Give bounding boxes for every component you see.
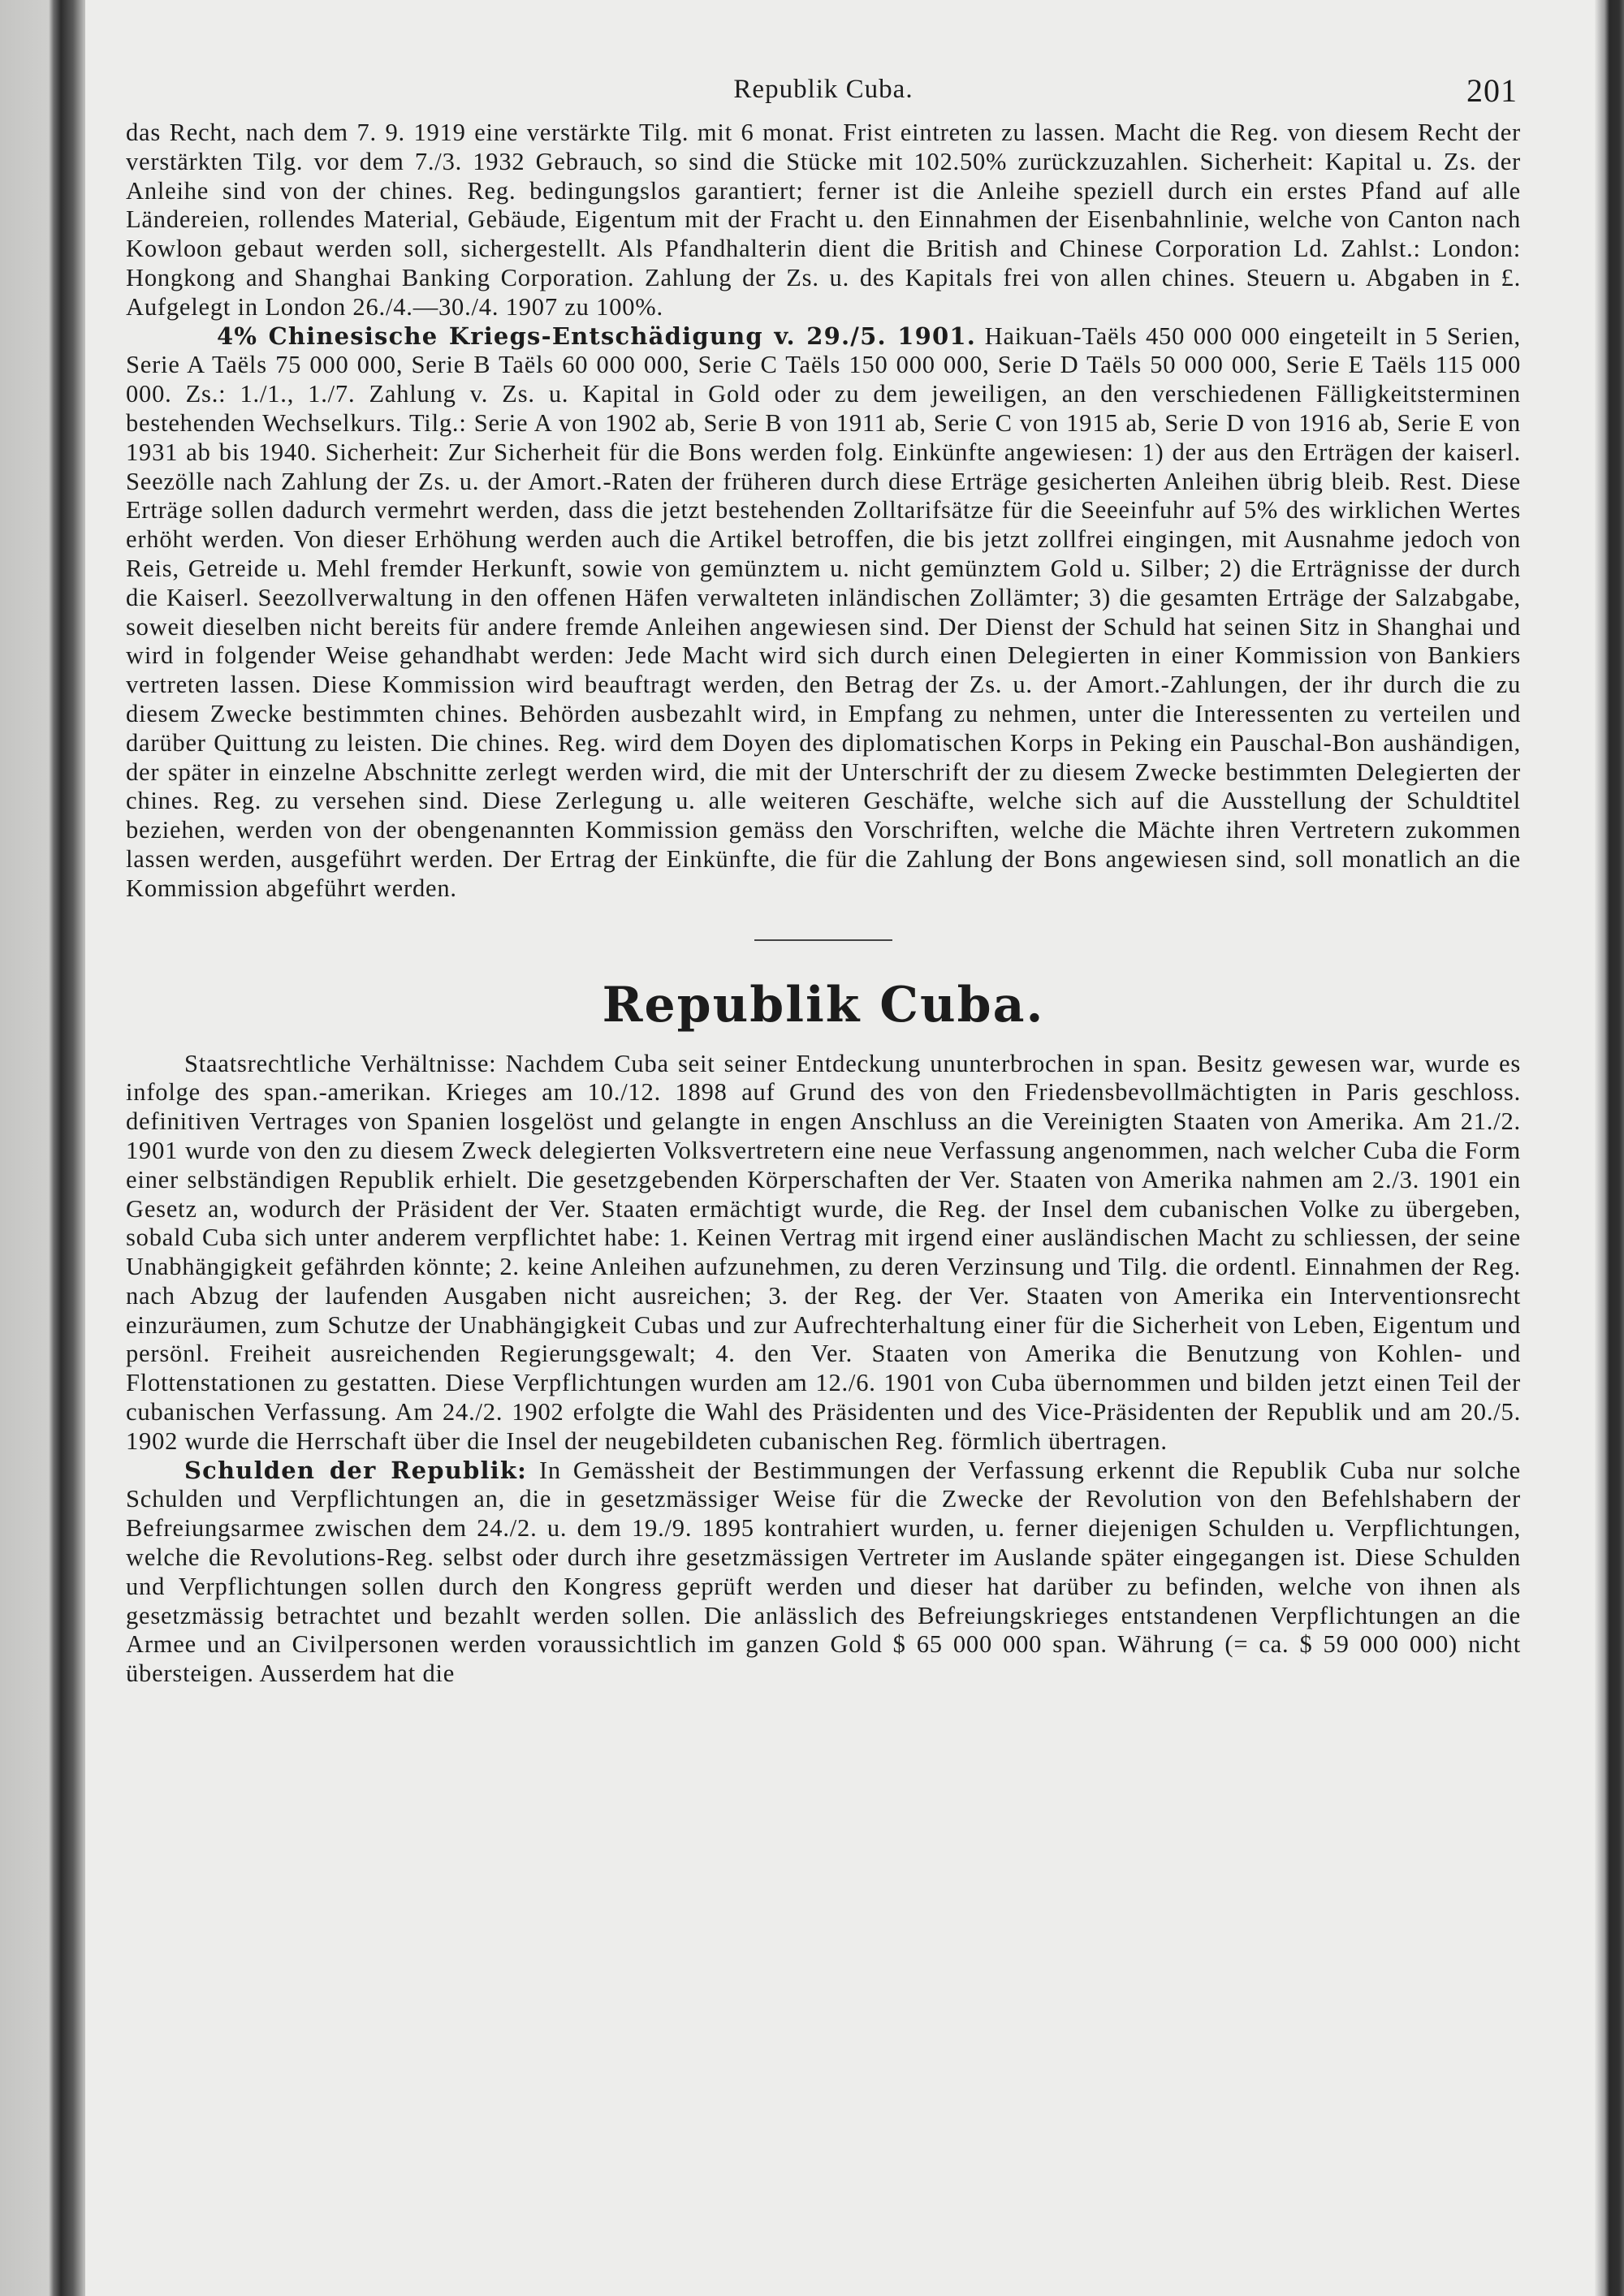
public-debt-heading: Schulden der Republik: — [184, 1456, 528, 1484]
constitutional-status-paragraph: Staatsrechtliche Verhältnisse: Nachdem Cuba seit seiner Entdeckung ununterbrochen in span. Besitz gewesen war, wurde es infolge des span.-amerikan. Krieges am 10./12. 1898 auf Grund des von den Friedensbevollmächtigten in Paris geschloss. definitiven Vertrages von Spanien losgelöst und gelangte in engen Anschluss an die Vereinigten Staaten von Amerika. Am 21./2. 1901 wurde von den zu diesem Zweck delegierten Volksvertretern eine neue Verfassung angenommen, nach welcher Cuba die Form einer selbständigen Republik erhielt. Die gesetzgebenden Körperschaften der Ver. Staaten von Amerika nahmen am 2./3. 1901 ein Gesetz an, wodurch der Präsident der Ver. Staaten ermächtigt wurde, die Reg. der Insel dem cubanischen Volke zu übergeben, sobald Cuba sich unter anderem verpflichtet habe: 1. Keinen Vertrag mit irgend einer ausländischen Macht zu schliessen, der seine Unabhängigkeit gefährden könnte; 2. keine Anleihen aufzunehmen, zu deren Verzinsung und Tilg. die ordentl. Einnahmen der Reg. nach Abzug der laufenden Ausgaben nicht ausreichen; 3. der Reg. der Ver. Staaten von Amerika ein Interventionsrecht einzuräumen, zum Schutze der Unabhängigkeit Cubas und zur Aufrechterhaltung einer für die Sicherheit von Leben, Eigentum und persönl. Freiheit ausreichenden Regierungsgewalt; 4. den Ver. Staaten von Amerika die Benutzung von Kohlen- und Flottenstationen zu gestatten. Diese Verpflichtungen wurden am 12./6. 1901 von Cuba übernommen und bilden jetzt einen Teil der cubanischen Verfassung. Am 24./2. 1902 erfolgte die Wahl des Präsidenten und des Vice-Präsidenten der Republik und am 20./5. 1902 wurde die Herrschaft über die Insel der neugebildeten cubanischen Reg. förmlich übertragen. — [126, 1049, 1521, 1455]
loan-terms-paragraph: das Recht, nach dem 7. 9. 1919 eine verstärkte Tilg. mit 6 monat. Frist eintreten zu lassen. Macht die Reg. von diesem Recht der verstärkten Tilg. vor dem 7./3. 1932 Gebrauch, so sind die Stücke mit 102.50% zurückzuzahlen. Sicherheit: Kapital u. Zs. der Anleihe sind von der chines. Reg. bedingungslos garantiert; ferner ist die Anleihe speziell durch ein erstes Pfand auf alle Ländereien, rollendes Material, Gebäude, Eigentum mit der Fracht u. den Einnahmen der Eisenbahnlinie, welche von Canton nach Kowloon gebaut werden soll, sichergestellt. Als Pfandhalterin dient die British and Chinese Corporation Ld. Zahlst.: London: Hongkong and Shanghai Banking Corporation. Zahlung der Zs. u. des Kapitals frei von allen chines. Steuern u. Abgaben in £. Aufgelegt in London 26./4.—30./4. 1907 zu 100%. — [126, 119, 1521, 321]
running-head-title: Republik Cuba. — [733, 75, 914, 104]
scan-binding-shadow — [0, 0, 85, 2296]
war-indemnity-paragraph — [126, 322, 1521, 904]
section-divider — [754, 939, 892, 941]
scan-right-edge — [1595, 0, 1624, 2296]
page-content — [126, 71, 1521, 1689]
section-heading: Republik Cuba. — [602, 976, 1045, 1034]
public-debt-paragraph — [126, 1457, 1521, 1689]
war-indemnity-heading: 4% Chinesische Kriegs-Entschädigung v. 29./5. 1901. — [217, 322, 977, 350]
public-debt-text: In Gemässheit der Bestimmungen der Verfassung erkennt die Republik Cuba nur solche Schulden und Verpflichtungen an, die in gesetzmässiger Weise für die Zwecke der Revolution von den Befehlshabern der Befreiungsarmee zwischen dem 24./2. u. dem 19./9. 1895 kontrahiert wurden, u. ferner diejenigen Schulden u. Verpflichtungen, welche die Revolutions-Reg. selbst oder durch ihre gesetzmässigen Vertreter im Auslande später eingegangen ist. Diese Schulden und Verpflichtungen sollen durch den Kongress geprüft werden und dieser hat darüber zu befinden, welche von ihnen als gesetzmässig betrachtet und bezahlt werden sollen. Die anlässlich des Befreiungskrieges entstandenen Verpflichtungen an die Armee und an Civilpersonen werden voraussichtlich im ganzen Gold $ 65 000 000 span. Währung (= ca. $ 59 000 000) nicht übersteigen. Ausserdem hat die — [126, 1456, 1521, 1688]
page-number: 201 — [1466, 72, 1518, 109]
war-indemnity-text: Haikuan-Taëls 450 000 000 eingeteilt in 5 Serien, Serie A Taëls 75 000 000, Serie B Taëls 60 000 000, Serie C Taëls 150 000 000, Serie D Taëls 50 000 000, Serie E Taëls 115 000 000. Zs.: 1./1., 1./7. Zahlung v. Zs. u. Kapital in Gold oder zu dem jeweiligen, an den verschiedenen Fälligkeitsterminen bestehenden Wechselkurs. Tilg.: Serie A von 1902 ab, Serie B von 1911 ab, Serie C von 1915 ab, Serie D von 1916 ab, Serie E von 1931 ab bis 1940. Sicherheit: Zur Sicherheit für die Bons werden folg. Einkünfte angewiesen: 1) der aus den Erträgen der kaiserl. Seezölle nach Zahlung der Zs. u. der Amort.-Raten der früheren durch diese Erträge gesicherten Anleihen übrig bleib. Rest. Diese Erträge sollen dadurch vermehrt werden, dass die jetzt bestehenden Zolltarifsätze für die Seeeinfuhr auf 5% des wirklichen Wertes erhöht werden. Von dieser Erhöhung werden auch die Artikel betroffen, die bis jetzt zollfrei eingingen, mit Ausnahme jedoch von Reis, Getreide u. Mehl fremder Herkunft, sowie von gemünztem u. nicht gemünztem Gold u. Silber; 2) die Erträgnisse der durch die Kaiserl. Seezollverwaltung in den offenen Häfen verwalteten inländischen Zollämter; 3) die gesamten Erträge der Salzabgabe, soweit dieselben nicht bereits für andere fremde Anleihen angewiesen sind. Der Dienst der Schuld hat seinen Sitz in Shanghai und wird in folgender Weise gehandhabt werden: Jede Macht wird sich durch einen Delegierten in einer Kommission von Bankiers vertreten lassen. Diese Kommission wird beauftragt werden, den Betrag der Zs. u. der Amort.-Zahlungen, der ihr durch die zu diesem Zwecke bestimmten chines. Behörden ausbezahlt wird, in Empfang zu nehmen, unter die Interessenten zu verteilen und darüber Quittung zu leisten. Die chines. Reg. wird dem Doyen des diplomatischen Korps in Peking ein Pauschal-Bon aushändigen, der später in einzelne Abschnitte zerlegt werden wird, die mit der Unterschrift der zu diesem Zwecke bestimmten Delegierten der chines. Reg. zu versehen sind. Diese Zerlegung u. alle weiteren Geschäfte, welche sich auf die Ausstellung der Schuldtitel beziehen, werden von der obengenannten Kommission gemäss den Vorschriften, welche die Mächte ihren Vertretern zukommen lassen werden, ausgeführt werden. Der Ertrag der Einkünfte, die für die Zahlung der Bons angewiesen sind, soll monatlich an die Kommission abgeführt werden. — [126, 322, 1521, 902]
running-head — [126, 71, 1521, 119]
book-page — [85, 0, 1596, 2296]
